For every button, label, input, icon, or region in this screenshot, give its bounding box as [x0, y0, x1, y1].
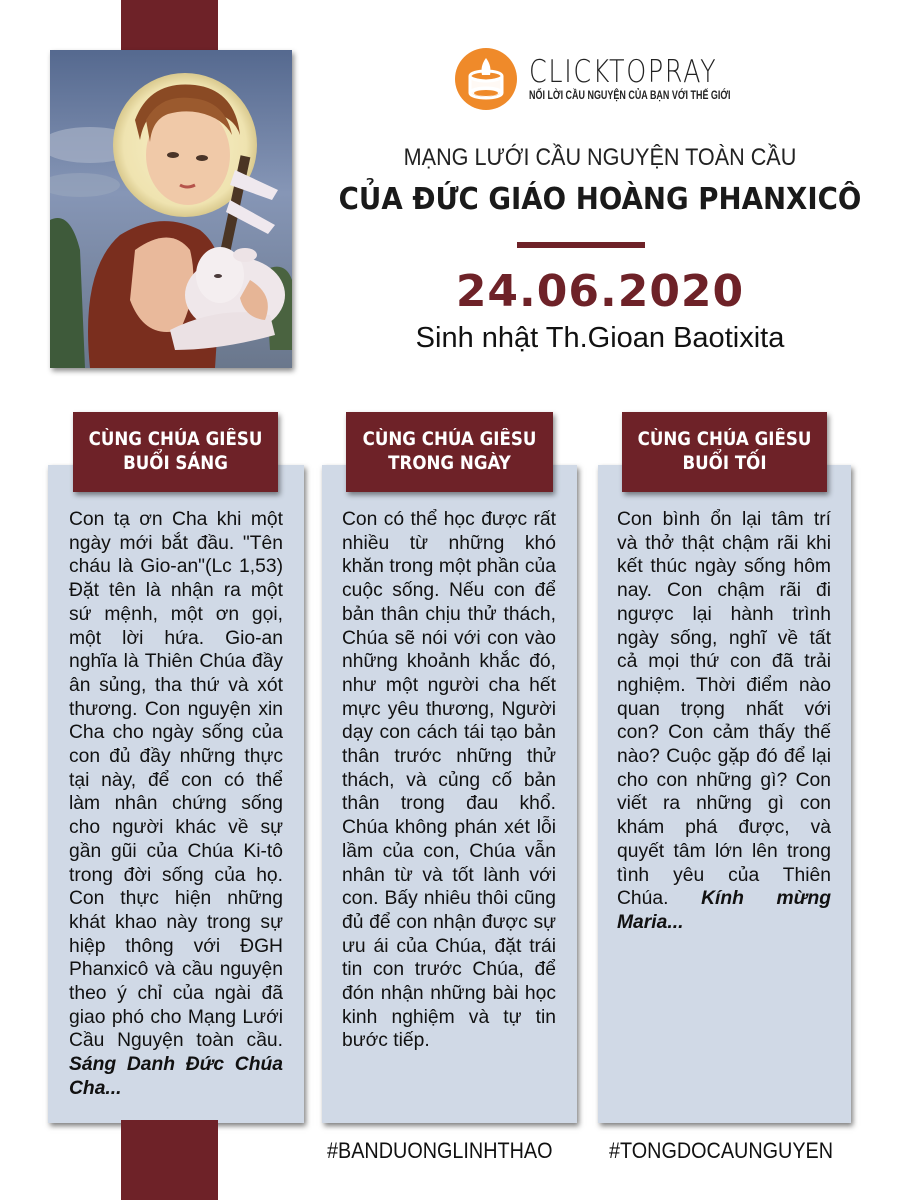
daytime-header-line1: CÙNG CHÚA GIÊSU [362, 429, 537, 450]
evening-prayer-body: Con bình ổn lại tâm trí và thở thật chậm rãi khi kết thúc ngày sống hôm nay. Con chậm rãi đi ngược lại hành trình ngày sống, nghĩ về tất cả mọi thứ con đã trải nghiệm. Thời điểm nào quan trọng nhất với con? Con cảm thấy thế nào? Cuộc gặp đó để lại cho con những gì? Con viết ra những gì con khám phá được, và quyết tâm lớn lên trong tình yêu của Thiên Chúa. [617, 509, 831, 910]
painting-illustration [50, 50, 292, 368]
page-title: CỦA ĐỨC GIÁO HOÀNG PHANXICÔ [338, 182, 862, 217]
network-subtitle: MẠNG LƯỚI CẦU NGUYỆN TOÀN CẦU [403, 144, 797, 171]
morning-prayer-text [69, 508, 283, 1101]
candle-icon [455, 48, 517, 110]
evening-header-line1: CÙNG CHÚA GIÊSU [637, 429, 812, 450]
decorative-bar-top [121, 0, 218, 52]
morning-header-line2: BUỔI SÁNG [123, 453, 228, 474]
morning-prayer-closing: Sáng Danh Đức Chúa Cha... [69, 1054, 283, 1099]
clicktopray-logo [455, 48, 787, 110]
morning-card-header [73, 412, 278, 492]
feast-name: Sinh nhật Th.Gioan Baotixita [415, 322, 785, 354]
logo-name: CLICKTOPRAY [529, 54, 718, 90]
morning-header-line1: CÙNG CHÚA GIÊSU [88, 429, 263, 450]
hashtag-tongdocaunguyen: #TONGDOCAUNGUYEN [609, 1138, 834, 1163]
decorative-bar-bottom [121, 1120, 218, 1200]
daytime-prayer-text [342, 508, 556, 1053]
evening-card-header [622, 412, 827, 492]
daytime-prayer-body: Con có thể học được rất nhiều từ những khó khăn trong một phần của cuộc sống. Nếu con để bản thân chịu thử thách, Chúa sẽ nói với con vào những khoảnh khắc đó, như một người cha hết mực yêu thương, Người dạy con cách tái tạo bản thân trước những thử thách, và củng cố bản thân trong đau khổ. Chúa không phán xét lỗi lầm của con, Chúa vẫn nhân từ và tốt lành với con. Bấy nhiêu thôi cũng đủ để con nhận được sự ưu ái của Chúa, đặt trái tin con trước Chúa, để đón nhận những bài học kinh nghiệm và tự tin bước tiếp. [342, 509, 556, 1052]
daytime-card-header [346, 412, 553, 492]
morning-prayer-body: Con tạ ơn Cha khi một ngày mới bắt đầu. "Tên cháu là Gio-an"(Lc 1,53) Đặt tên là nhận ra một sứ mệnh, một ơn gọi, một lời hứa. Gio-an nghĩa là Thiên Chúa đầy ân sủng, tha thứ và xót thương. Con nguyện xin Cha cho ngày sống của con đủ đầy những thực tại này, để con có thể làm nhân chứng sống cho người khác về sự gần gũi của Chúa Ki-tô trong đời sống của họ. Con thực hiện những khát khao này trong sự hiệp thông với ĐGH Phanxicô và cầu nguyện theo ý chỉ của ngài đã giao phó cho Mạng Lưới Cầu Nguyện toàn cầu. [69, 509, 283, 1052]
title-divider [517, 242, 645, 248]
saint-john-baptist-painting [50, 50, 292, 368]
hashtag-banduonglinhthao: #BANDUONGLINHTHAO [327, 1138, 553, 1163]
evening-header-line2: BUỔI TỐI [682, 453, 767, 474]
date-heading: 24.06.2020 [455, 266, 745, 317]
logo-tagline: NỐI LỜI CẦU NGUYỆN CỦA BẠN VỚI THẾ GIỚI [529, 90, 731, 102]
daytime-header-line2: TRONG NGÀY [388, 453, 511, 474]
evening-prayer-text [617, 508, 831, 935]
evening-prayer-closing: Kính mừng Maria... [617, 888, 831, 933]
